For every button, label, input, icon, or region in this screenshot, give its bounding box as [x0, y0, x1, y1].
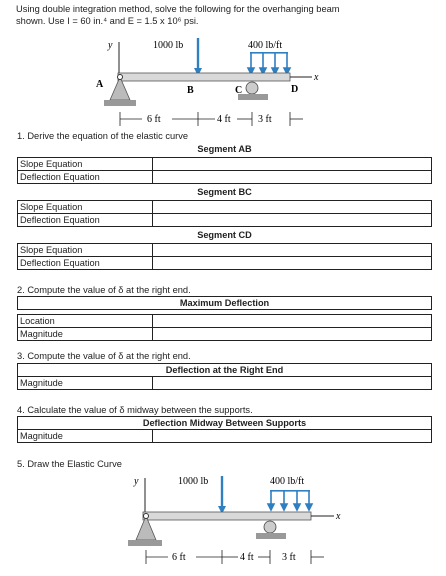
y-axis-label: y	[108, 40, 113, 51]
point-a-label: A	[96, 79, 104, 90]
segment-cd-header: Segment CD	[197, 230, 252, 240]
midway-table	[17, 416, 432, 443]
max-deflection-table	[17, 296, 432, 341]
point-load-label-2: 1000 lb	[178, 476, 209, 487]
problem-statement	[16, 4, 436, 27]
ground-a-2	[128, 540, 162, 546]
intro-line-1: Using double integration method, solve the following for the overhanging beam	[16, 4, 340, 14]
roller-c-2	[264, 521, 276, 533]
y-axis-label-2: y	[134, 476, 139, 487]
segment-bc-table	[17, 200, 432, 227]
segment-ab-table	[17, 157, 432, 184]
intro-line-2: shown. Use I = 60 in.⁴ and E = 1.5 x 10⁶ psi.	[16, 15, 199, 26]
max-deflection-header: Maximum Deflection	[18, 297, 432, 310]
deflection-answer-ab[interactable]	[153, 171, 432, 184]
slope-answer-ab[interactable]	[153, 158, 432, 171]
slope-answer-cd[interactable]	[153, 244, 432, 257]
slope-answer-bc[interactable]	[153, 201, 432, 214]
point-b-label: B	[187, 85, 194, 96]
deflection-answer-cd[interactable]	[153, 257, 432, 270]
dim-6ft-2: 6 ft	[172, 552, 186, 563]
right-end-header: Deflection at the Right End	[18, 364, 432, 377]
distributed-load-bar	[250, 52, 288, 54]
dim-4ft: 4 ft	[217, 114, 231, 125]
deflection-label-cd: Deflection Equation	[18, 257, 153, 270]
deflection-label-ab: Deflection Equation	[18, 171, 153, 184]
beam-2	[143, 512, 311, 520]
location-label: Location	[18, 315, 153, 328]
magnitude-label-q4: Magnitude	[18, 430, 153, 443]
ground-a	[104, 100, 136, 106]
right-end-table	[17, 363, 432, 390]
question-2-title: 2. Compute the value of δ at the right end.	[17, 285, 191, 295]
beam-figure	[0, 30, 446, 130]
midway-header: Deflection Midway Between Supports	[18, 417, 432, 430]
question-5-title: 5. Draw the Elastic Curve	[17, 459, 122, 469]
beam	[118, 73, 290, 81]
question-4-title: 4. Calculate the value of δ midway between the supports.	[17, 405, 253, 415]
segment-bc-header: Segment BC	[197, 187, 252, 197]
magnitude-answer-q3[interactable]	[153, 377, 432, 390]
segment-cd-table	[17, 243, 432, 270]
slope-label-bc: Slope Equation	[18, 201, 153, 214]
roller-c	[246, 82, 258, 94]
distributed-load-arrows	[248, 53, 290, 74]
ground-c	[238, 94, 268, 100]
dim-4ft-2: 4 ft	[240, 552, 254, 563]
distributed-load-arrows-2	[268, 491, 312, 510]
dim-6ft: 6 ft	[147, 114, 161, 125]
dim-3ft-2: 3 ft	[282, 552, 296, 563]
x-axis-label-2: x	[336, 511, 341, 522]
location-answer[interactable]	[153, 315, 432, 328]
magnitude-answer-q2[interactable]	[153, 328, 432, 341]
magnitude-answer-q4[interactable]	[153, 430, 432, 443]
magnitude-label-q3: Magnitude	[18, 377, 153, 390]
question-1-title: 1. Derive the equation of the elastic curve	[17, 131, 189, 141]
segment-ab-header: Segment AB	[197, 144, 252, 154]
pin-a-2	[144, 514, 149, 519]
dim-3ft: 3 ft	[258, 114, 272, 125]
point-load-label: 1000 lb	[153, 40, 184, 51]
elastic-curve-figure	[0, 472, 446, 576]
question-3-title: 3. Compute the value of δ at the right end.	[17, 351, 191, 361]
magnitude-label-q2: Magnitude	[18, 328, 153, 341]
ground-c-2	[256, 533, 286, 539]
deflection-answer-bc[interactable]	[153, 214, 432, 227]
slope-label-cd: Slope Equation	[18, 244, 153, 257]
pin-a	[118, 75, 123, 80]
point-c-label: C	[235, 85, 243, 96]
distributed-load-label: 400 lb/ft	[248, 40, 283, 51]
distributed-load-label-2: 400 lb/ft	[270, 476, 305, 487]
x-axis-label: x	[314, 72, 319, 83]
deflection-label-bc: Deflection Equation	[18, 214, 153, 227]
slope-label-ab: Slope Equation	[18, 158, 153, 171]
point-d-label: D	[291, 84, 299, 95]
distributed-load-bar-2	[270, 490, 310, 492]
